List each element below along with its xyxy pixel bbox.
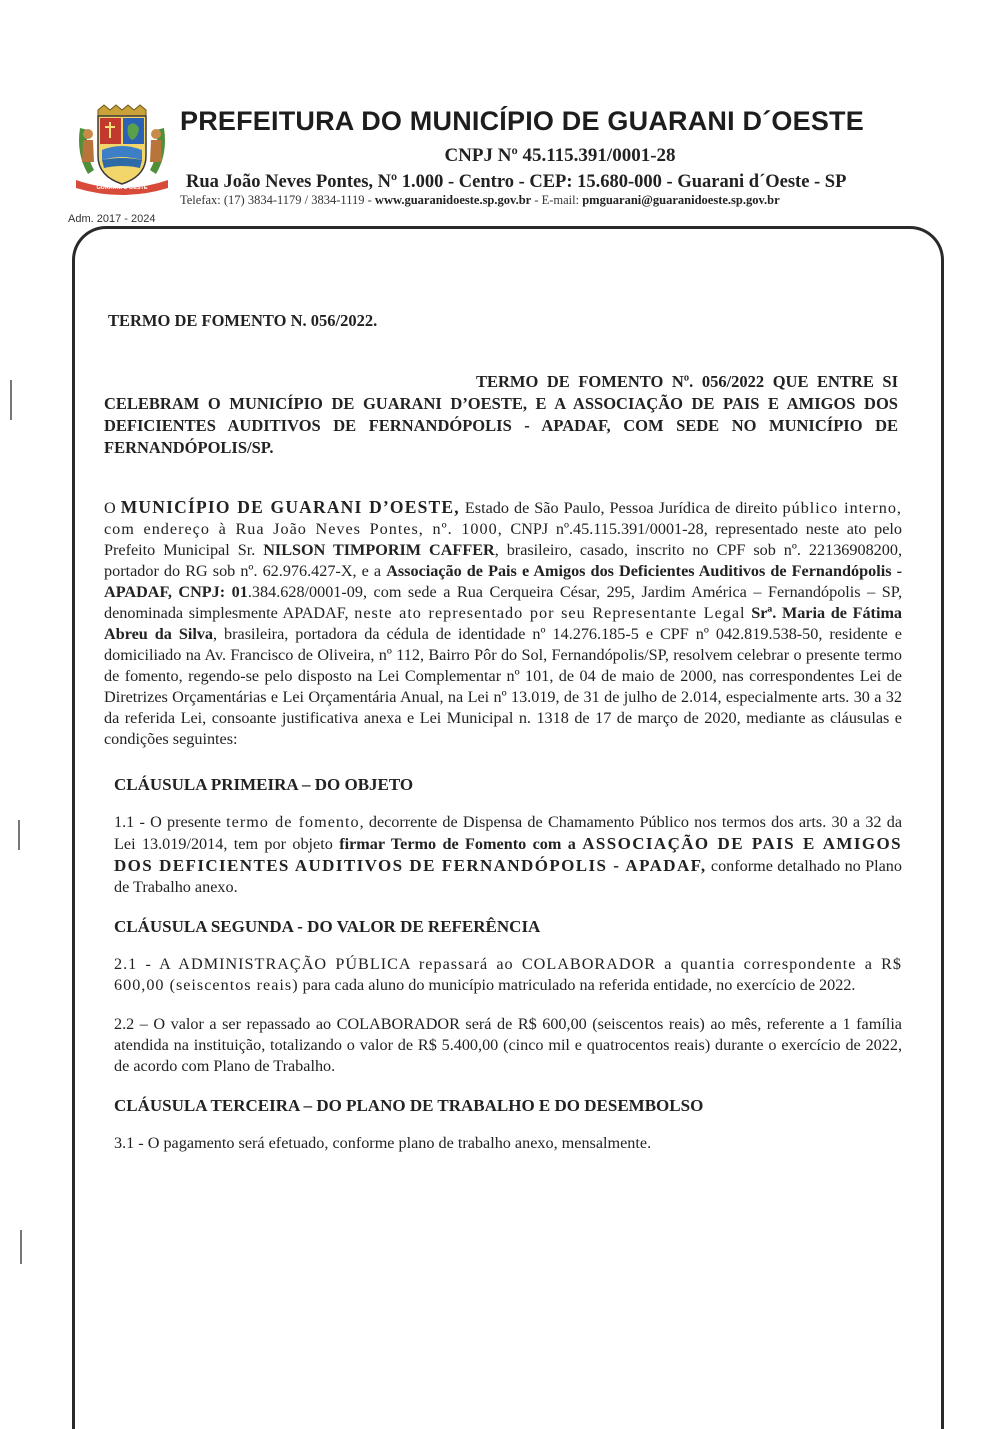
clause2-text: 2.1 - A ADMINISTRAÇÃO PÚBLICA repassará ao COLABORADOR a quantia correspondente a R$ 600,00 (seiscentos reais): [114, 955, 902, 994]
mayor-name: NILSON TIMPORIM CAFFER: [263, 541, 495, 559]
intro-text: CNPJ nº.45.115.391/0001-28, representado neste ato pelo Prefeito Municipal Sr.: [104, 520, 902, 559]
intro-text: .384.628/0001-09, com sede a Rua Cerqueira César, 295, Jardim América – Fernandópolis – SP, denominada simplesmente APADAF,: [104, 583, 902, 622]
intro-text: , brasileiro, casado, inscrito no CPF sob nº. 22136908200, portador do RG sob nº. 62.976.427-X, e a: [104, 541, 902, 580]
municipality-contact: [180, 193, 960, 208]
clause2-text: para cada aluno do município matriculado na referida entidade, no exercício de 2022.: [298, 976, 856, 994]
email-link[interactable]: pmguarani@guaranidoeste.sp.gov.br: [582, 193, 780, 207]
clause2-item-1: [114, 954, 902, 996]
representative-name: Srª. Maria de Fátima Abreu da Silva: [104, 604, 903, 643]
municipality-title: PREFEITURA DO MUNICÍPIO DE GUARANI D´OESTE: [180, 106, 864, 136]
document-title: TERMO DE FOMENTO N. 056/2022.: [108, 311, 378, 330]
intro-text: neste ato representado por seu Representante Legal: [354, 604, 746, 622]
clause1-text: 1.1 - O presente: [114, 813, 227, 831]
intro-municipality-name: MUNICÍPIO DE GUARANI D’OESTE,: [120, 497, 460, 517]
contact-phone: Telefax: (17) 3834-1179 / 3834-1119 -: [180, 193, 375, 207]
document-body: [104, 310, 902, 1172]
clause1-text: termo de fomento: [226, 813, 360, 831]
clause2-heading: CLÁUSULA SEGUNDA - DO VALOR DE REFERÊNCIA: [114, 917, 541, 936]
website-link[interactable]: www.guaranidoeste.sp.gov.br: [374, 193, 532, 207]
scan-mark: [20, 1230, 22, 1264]
intro-text: , brasileira, portadora da cédula de identidade nº 14.276.185-5 e CPF nº 042.819.538-50, residente e domiciliado na Av. Francisco de Oliveira, nº 112, Bairro Pôr do Sol, Fernandópolis/SP, resolvem celebrar o presente termo de fomento, regendo-se pelo disposto na Lei Complementar nº 101, de 04 de maio de 2000, nas correspondentes Lei de Diretrizes Orçamentárias e Lei Orçamentária Anual, na Lei nº 13.019, de 31 de julho de 2.014, especialmente arts. 30 a 32 da referida Lei, consoante justificativa anexa e Lei Municipal n. 1318 de 17 de março de 2020, mediante as cláusulas e condições seguintes:: [104, 625, 902, 748]
municipal-crest-logo: [68, 104, 176, 198]
clause1-paragraph: [114, 812, 902, 898]
document-preamble: TERMO DE FOMENTO Nº. 056/2022 QUE ENTRE SI CELEBRAM O MUNICÍPIO DE GUARANI D’OESTE, E A ASSOCIAÇÃO DE PAIS E AMIGOS DOS DEFICIENTES AUDITIVOS DE FERNANDÓPOLIS - APADAF, COM SEDE NO MUNICÍPIO DE FERNANDÓPOLIS/SP.: [104, 372, 898, 457]
clause1-association: ASSOCIAÇÃO DE PAIS E AMIGOS DOS DEFICIENTES AUDITIVOS DE FERNANDÓPOLIS - APADAF,: [114, 834, 902, 875]
administration-period: Adm. 2017 - 2024: [68, 213, 156, 225]
clause2-item-2: 2.2 – O valor a ser repassado ao COLABORADOR será de R$ 600,00 (seiscentos reais) ao mês, referente a 1 família atendida na instituição, totalizando o valor de R$ 5.400,00 (cinco mil e quatrocentos reais) durante o exercício de 2022, de acordo com Plano de Trabalho.: [114, 1015, 902, 1075]
intro-paragraph: [104, 497, 902, 750]
clause1-text: conforme detalhado no Plano de Trabalho anexo.: [114, 857, 902, 896]
intro-text: público interno, com endereço à Rua João Neves Pontes, nº. 1000,: [104, 499, 902, 538]
clause3-item-1: 3.1 - O pagamento será efetuado, conforme plano de trabalho anexo, mensalmente.: [114, 1134, 652, 1152]
association-name: Associação de Pais e Amigos dos Deficientes Auditivos de Fernandópolis - APADAF, CNPJ: 01: [104, 562, 902, 601]
intro-text: O: [104, 499, 121, 517]
clause1-heading: CLÁUSULA PRIMEIRA – DO OBJETO: [114, 775, 414, 794]
municipality-cnpj: CNPJ Nº 45.115.391/0001-28: [444, 145, 676, 166]
intro-text: Estado de São Paulo, Pessoa Jurídica de direito: [459, 499, 783, 517]
crest-banner-text: GUARANI D'OESTE: [96, 185, 148, 191]
scan-mark: [10, 380, 12, 420]
email-label: - E-mail:: [531, 193, 583, 207]
clause1-object: firmar Termo de Fomento com a: [339, 835, 583, 853]
municipality-address: Rua João Neves Pontes, Nº 1.000 - Centro - CEP: 15.680-000 - Guarani d´Oeste - SP: [186, 172, 847, 192]
clause1-text: , decorrente de Dispensa de Chamamento Público nos termos dos arts. 30 a 32 da Lei 13.019/2014, tem por objeto: [114, 813, 903, 853]
scan-mark: [18, 820, 20, 850]
clause3-heading: CLÁUSULA TERCEIRA – DO PLANO DE TRABALHO E DO DESEMBOLSO: [114, 1096, 704, 1115]
